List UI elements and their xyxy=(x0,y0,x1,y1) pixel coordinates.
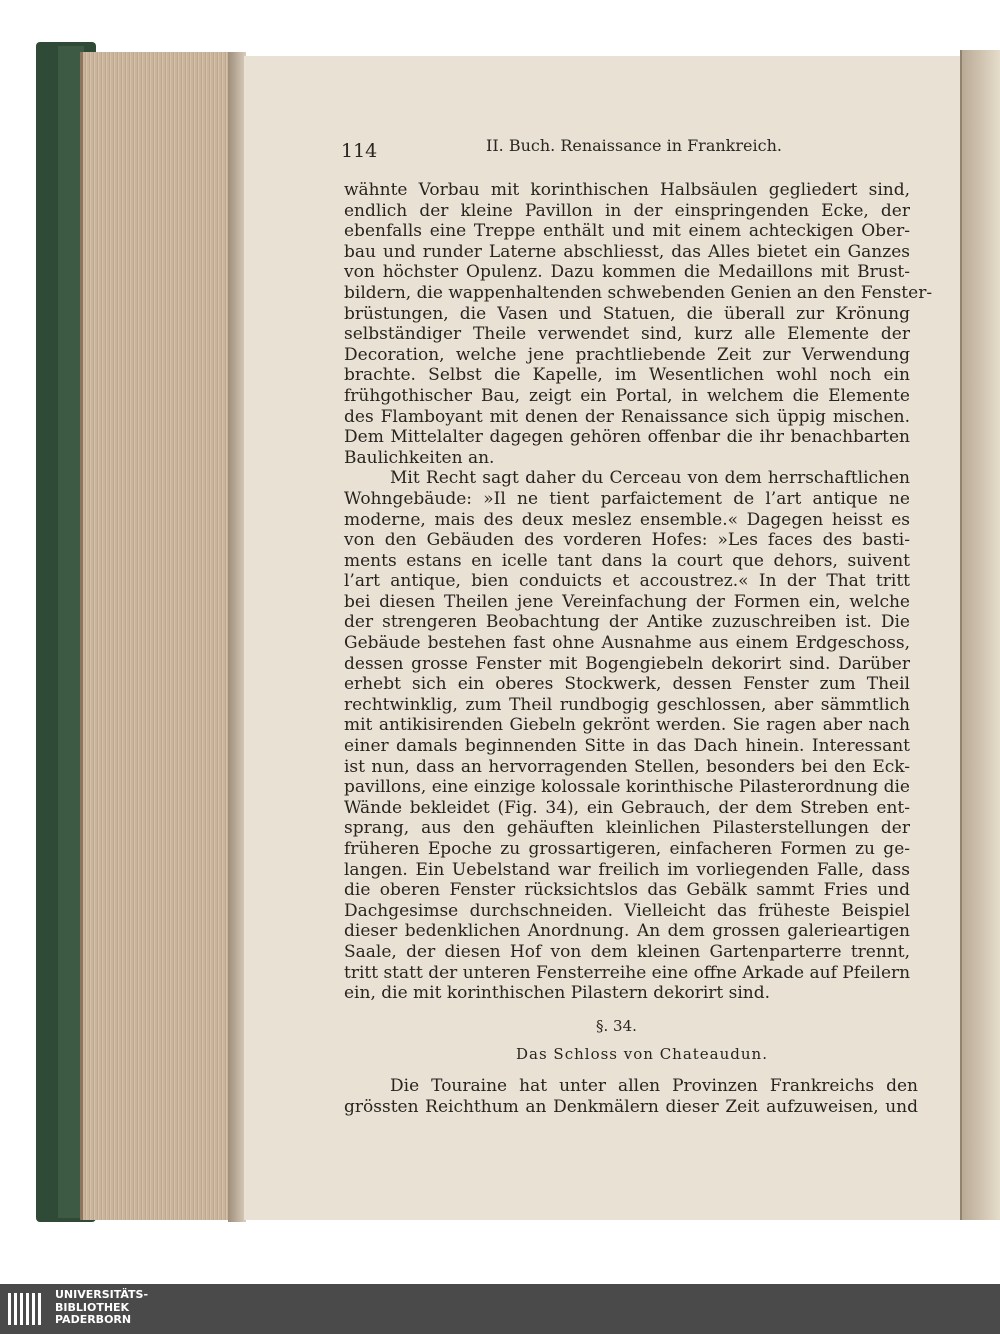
text-line: sprang, aus den gehäuften kleinlichen Pilasterstellungen der xyxy=(344,818,910,839)
text-line: selbständiger Theile verwendet sind, kurz alle Elemente der xyxy=(344,324,910,345)
text-line: Gebäude bestehen fast ohne Ausnahme aus einem Erdgeschoss, xyxy=(344,633,910,654)
text-line: Dem Mittelalter dagegen gehören offenbar die ihr benachbarten xyxy=(344,427,910,448)
text-line: tritt statt der unteren Fensterreihe eine offne Arkade auf Pfeilern xyxy=(344,962,911,983)
text-line: erhebt sich ein oberes Stockwerk, dessen Fenster zum Theil xyxy=(344,674,910,695)
page-block-edges xyxy=(80,52,233,1220)
text-line: brachte. Selbst die Kapelle, im Wesentlichen wohl noch ein xyxy=(344,365,910,386)
section-text xyxy=(344,1076,918,1117)
text-line: langen. Ein Uebelstand war freilich im vorliegenden Falle, dass xyxy=(344,859,910,880)
library-logo-icon xyxy=(6,1289,46,1329)
library-name xyxy=(55,1289,148,1327)
text-line: pavillons, eine einzige kolossale korinthische Pilasterordnung die xyxy=(344,777,910,798)
text-line: Wände bekleidet (Fig. 34), ein Gebrauch, der dem Streben ent- xyxy=(344,797,910,818)
text-line: mit antikisirenden Giebeln gekrönt werden. Sie ragen aber nach xyxy=(344,715,910,736)
text-line: einer damals beginnenden Sitte in das Dach hinein. Interessant xyxy=(344,736,910,757)
text-line: ist nun, dass an hervorragenden Stellen, besonders bei den Eck- xyxy=(344,756,910,777)
text-line: rechtwinklig, zum Theil rundbogig geschlossen, aber sämmtlich xyxy=(344,694,910,715)
text-line: dessen grosse Fenster mit Bogengiebeln dekorirt sind. Darüber xyxy=(344,653,910,674)
text-line: der strengeren Beobachtung der Antike zuzuschreiben ist. Die xyxy=(344,612,910,633)
text-line: ein, die mit korinthischen Pilastern dekorirt sind. xyxy=(344,983,771,1004)
page-number: 114 xyxy=(341,140,378,162)
library-name-line: UNIVERSITÄTS- xyxy=(55,1288,149,1301)
text-line: von höchster Opulenz. Dazu kommen die Medaillons mit Brust- xyxy=(344,262,910,283)
library-name-line: PADERBORN xyxy=(55,1313,132,1326)
text-line: l’art antique, bien conduicts et accoustrez.« In der That tritt xyxy=(344,571,910,592)
text-line: brüstungen, die Vasen und Statuen, die überall zur Krönung xyxy=(344,303,910,324)
text-line: Baulichkeiten an. xyxy=(344,447,495,468)
running-head: II. Buch. Renaissance in Frankreich. xyxy=(486,136,782,155)
library-footer xyxy=(0,1284,1000,1334)
text-line: bei diesen Theilen jene Vereinfachung der Formen ein, welche xyxy=(344,591,910,612)
section-number: §. 34. xyxy=(596,1017,637,1035)
text-line: von den Gebäuden des vorderen Hofes: »Les faces des basti- xyxy=(344,530,910,551)
text-line: ebenfalls eine Treppe enthält und mit einem achteckigen Ober- xyxy=(344,221,910,242)
text-line: ments estans en icelle tant dans la court que dehors, suivent xyxy=(344,550,910,571)
text-line: wähnte Vorbau mit korinthischen Halbsäulen gegliedert sind, xyxy=(344,180,910,200)
text-line: endlich der kleine Pavillon in der einspringenden Ecke, der xyxy=(344,200,910,221)
text-line: Dachgesimse durchschneiden. Vielleicht das früheste Beispiel xyxy=(344,900,910,921)
text-line: moderne, mais des deux meslez ensemble.« Dagegen heisst es xyxy=(344,509,910,530)
text-line: Die Touraine hat unter allen Provinzen Frankreichs den xyxy=(390,1076,918,1096)
library-name-line: BIBLIOTHEK xyxy=(55,1300,130,1314)
text-line: grössten Reichthum an Denkmälern dieser Zeit aufzuweisen, und xyxy=(344,1096,918,1117)
text-line: des Flamboyant mit denen der Renaissance sich üppig mischen. xyxy=(344,406,910,427)
text-line: früheren Epoche zu grossartigeren, einfacheren Formen zu ge- xyxy=(344,839,910,859)
section-title: Das Schloss von Chateaudun. xyxy=(516,1045,768,1063)
page-header xyxy=(0,136,1000,166)
text-line: bau und runder Laterne abschliesst, das Alles bietet ein Ganzes xyxy=(344,241,910,262)
text-line: Mit Recht sagt daher du Cerceau von dem herrschaftlichen xyxy=(390,468,910,489)
text-line: Decoration, welche jene prachtliebende Zeit zur Verwendung xyxy=(344,344,910,365)
text-line: frühgothischer Bau, zeigt ein Portal, in welchem die Elemente xyxy=(344,385,910,406)
right-page-edge xyxy=(962,50,1000,1220)
body-text xyxy=(344,180,933,1004)
text-line: Wohngebäude: »Il ne tient parfaictement de l’art antique ne xyxy=(344,488,910,509)
text-line: Saale, der diesen Hof von dem kleinen Gartenparterre trennt, xyxy=(344,941,910,962)
text-line: dieser bedenklichen Anordnung. An dem grossen galerieartigen xyxy=(344,921,910,942)
text-line: bildern, die wappenhaltenden schwebenden Genien an den Fenster- xyxy=(344,282,933,303)
text-line: die oberen Fenster rücksichtslos das Gebälk sammt Fries und xyxy=(344,880,910,901)
